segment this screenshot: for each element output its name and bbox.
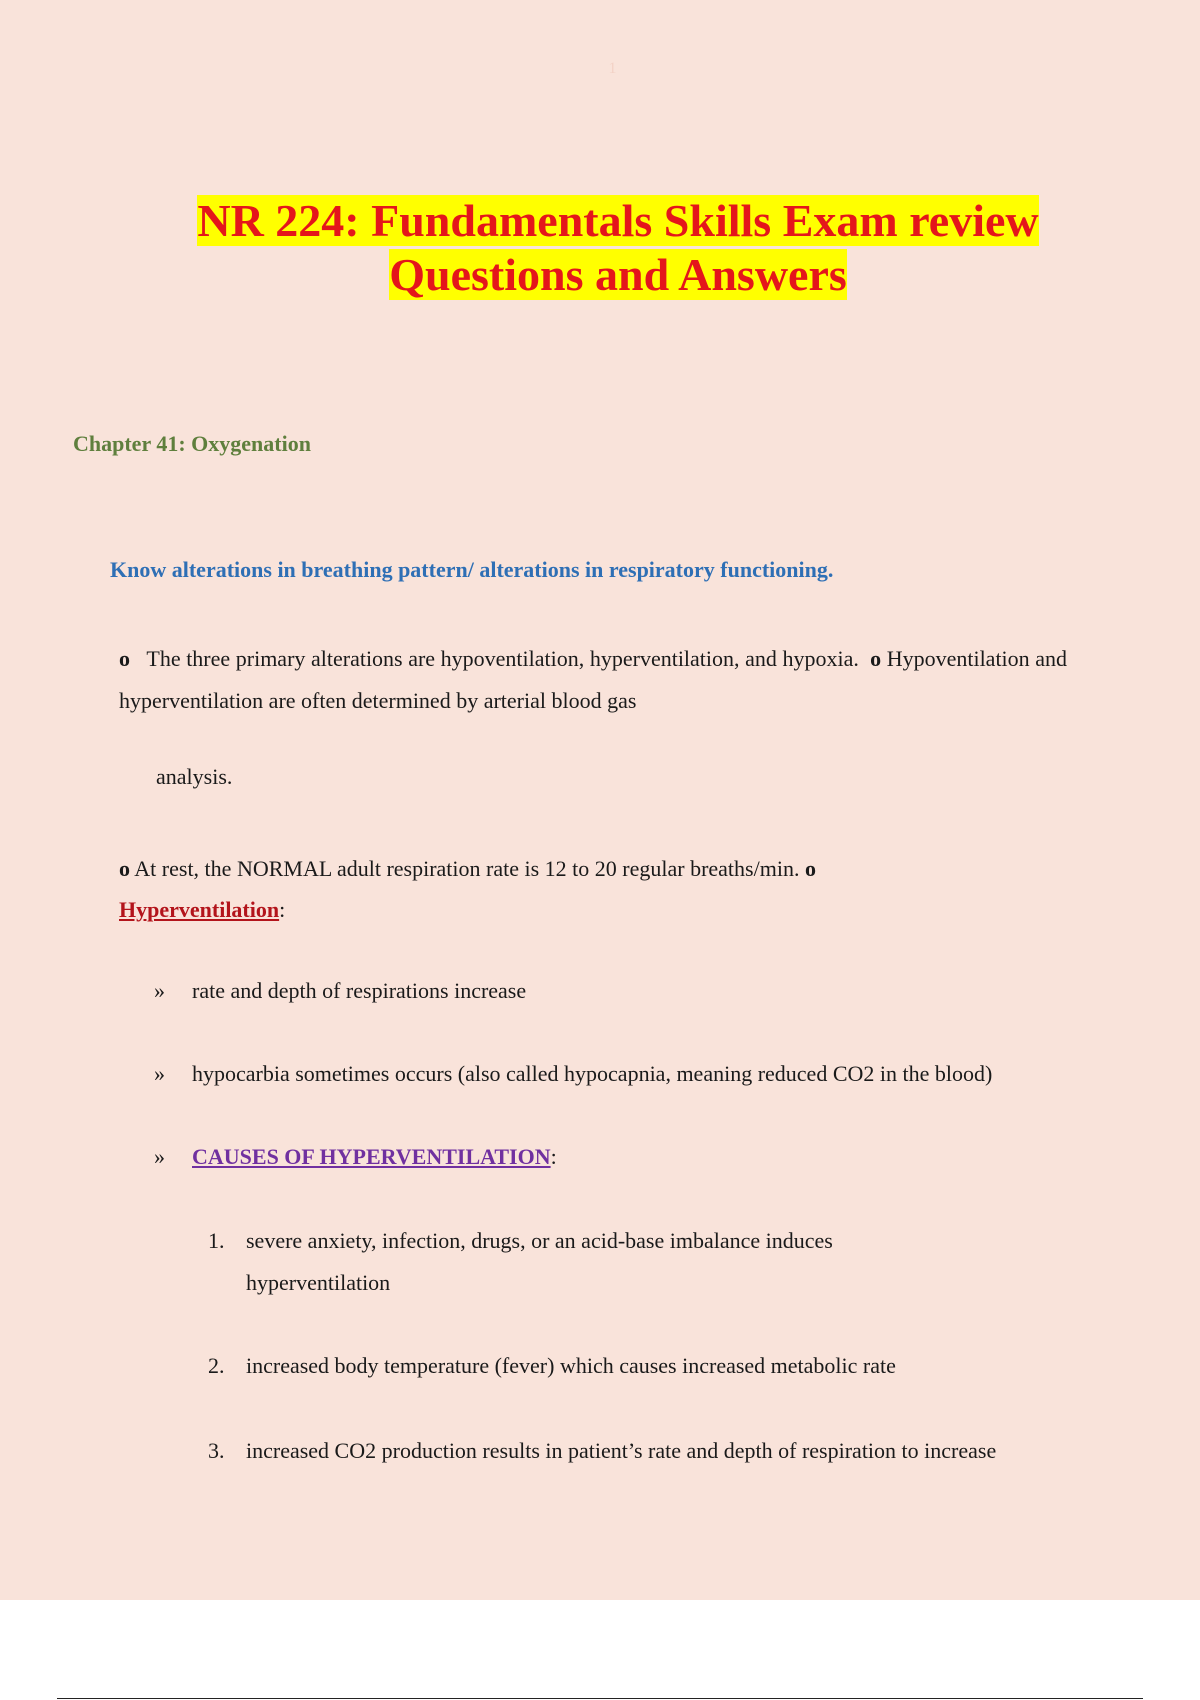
paragraph-respiration-rate [119,848,1079,930]
bullet-marker: o [870,646,882,671]
hyperventilation-label: Hyperventilation [119,897,280,922]
causes-heading: CAUSES OF HYPERVENTILATION [192,1144,551,1169]
numbered-item [208,1220,833,1304]
sub-bullet-marker: » [154,1144,165,1169]
list-item-causes [154,1144,557,1170]
title-line-1: NR 224: Fundamentals Skills Exam review [197,195,1039,246]
paragraph-text: The three primary alterations are hypoventilation, hyperventilation, and hypoxia. [146,646,859,671]
paragraph-alterations [119,638,1067,722]
label-colon: : [550,1144,557,1169]
list-item [154,1061,992,1087]
footer-rule [57,1698,1143,1699]
section-heading: Know alterations in breathing pattern/ alterations in respiratory functioning. [110,557,834,582]
numbered-item [208,1430,996,1472]
list-item-text: hypocarbia sometimes occurs (also called hypocapnia, meaning reduced CO2 in the blood) [192,1061,993,1086]
item-text-continued: hyperventilation [246,1270,391,1295]
item-number: 3. [208,1438,225,1463]
numbered-item [208,1345,896,1387]
paragraph-text: Hypoventilation and hyperventilation are often determined by arterial blood gas [119,646,1068,713]
document-title [60,194,1176,302]
bullet-marker: o [119,646,130,671]
item-number: 1. [208,1228,225,1253]
sub-bullet-marker: » [154,1061,165,1086]
item-text: increased CO2 production results in patient’s rate and depth of respiration to increase [246,1438,997,1463]
item-text: increased body temperature (fever) which causes increased metabolic rate [246,1353,896,1378]
list-item [154,978,526,1004]
title-line-2: Questions and Answers [389,249,847,300]
list-item-text: rate and depth of respirations increase [192,978,527,1003]
bullet-marker: o [119,856,130,881]
paragraph-text: At rest, the NORMAL adult respiration rate is 12 to 20 regular breaths/min. [134,856,800,881]
item-text: severe anxiety, infection, drugs, or an acid-base imbalance induces [246,1228,833,1253]
paragraph-continuation: analysis. [156,764,233,789]
label-colon: : [279,897,286,922]
chapter-heading: Chapter 41: Oxygenation [73,431,311,456]
page-number: 1 [608,60,617,77]
sub-bullet-marker: » [154,978,165,1003]
item-number: 2. [208,1353,225,1378]
bullet-marker: o [804,856,816,881]
